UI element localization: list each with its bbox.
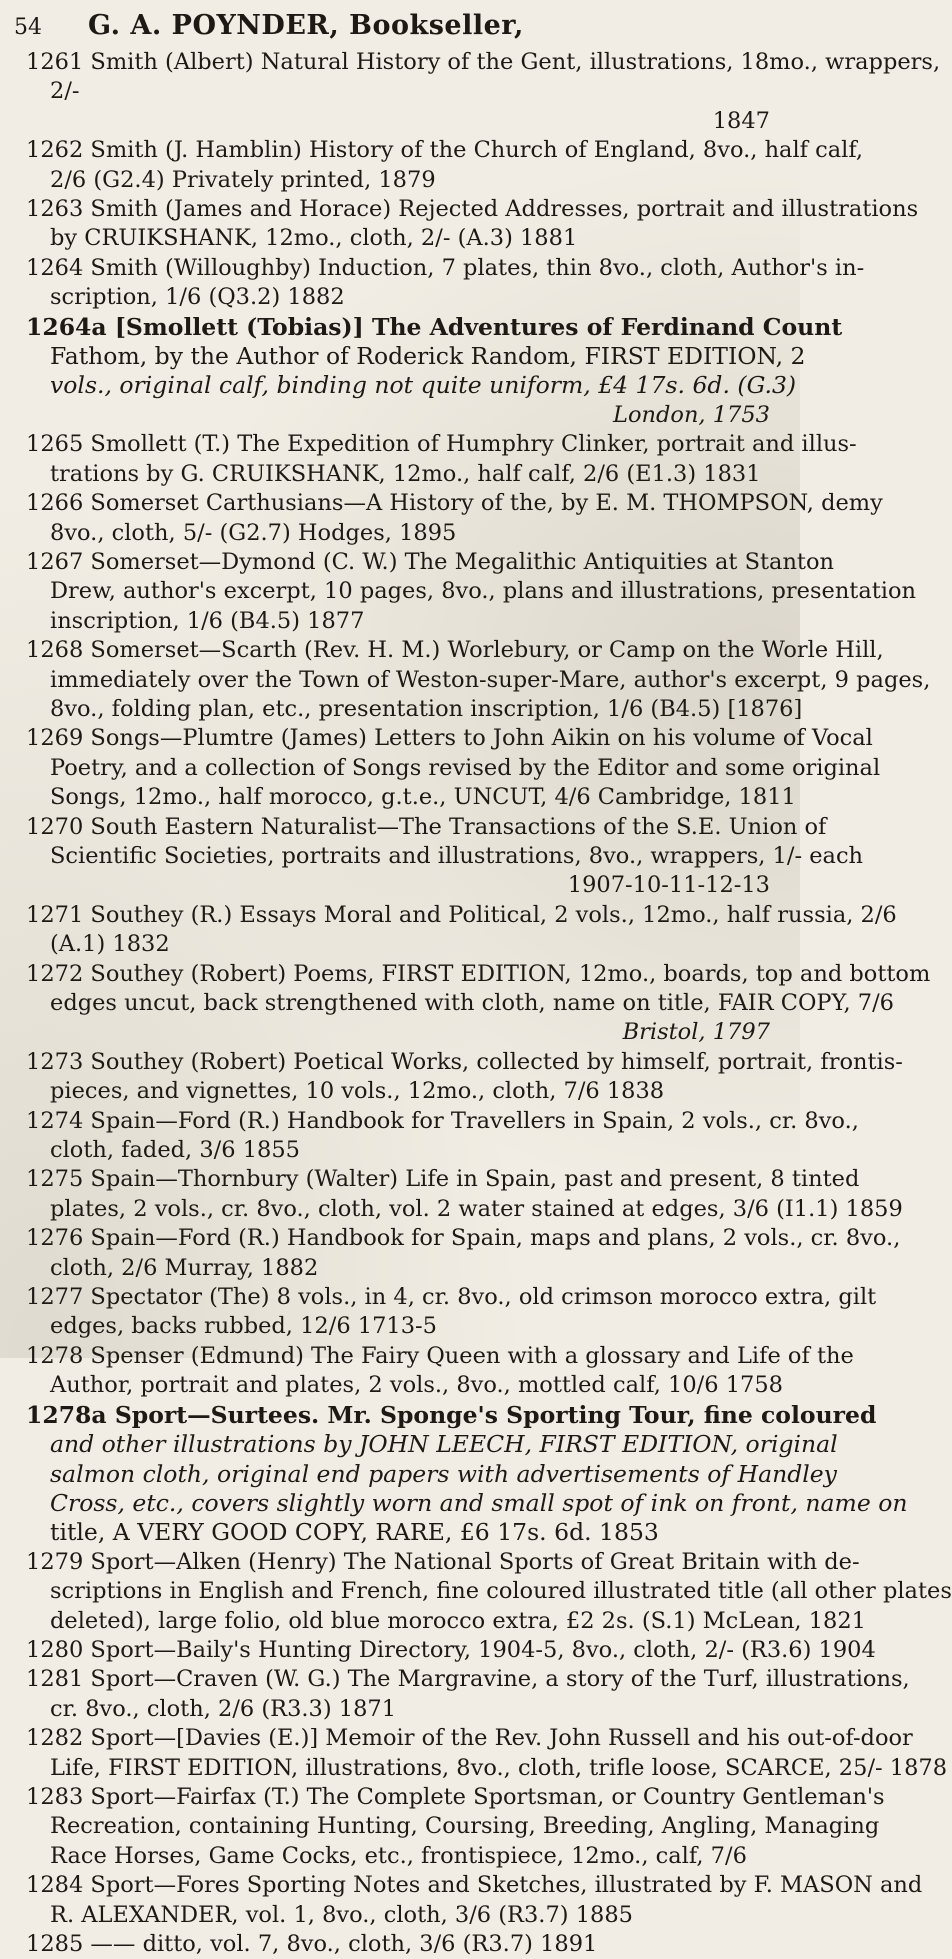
entry-1278a (14, 1400, 908, 1548)
entry-line: trations by G. CRUIKSHANK, 12mo., half calf, 2/6 (E1.3) 1831 (50, 460, 761, 487)
entry-1262 (14, 136, 864, 195)
entry-1283 (14, 1783, 885, 1871)
entry-1282 (14, 1724, 948, 1783)
entry-line: title, A VERY GOOD COPY, RARE, £6 17s. 6d. 1853 (50, 1518, 659, 1547)
entry-1276 (14, 1224, 901, 1283)
entry-line: scriptions in English and French, fine coloured illustrated title (all other plates (50, 1578, 952, 1605)
entry-line: Author, portrait and plates, 2 vols., 8vo., mottled calf, 10/6 1758 (50, 1372, 783, 1399)
entry-1274 (14, 1107, 859, 1166)
entry-line: 1262 Smith (J. Hamblin) History of the Church of England, 8vo., half calf, (26, 137, 864, 164)
entry-line: R. ALEXANDER, vol. 1, 8vo., cloth, 3/6 (R3.7) 1885 (50, 1901, 633, 1928)
entry-line: Drew, author's excerpt, 10 pages, 8vo., plans and illustrations, presentation (50, 578, 917, 605)
entry-line: 1284 Sport—Fores Sporting Notes and Sketches, illustrated by F. MASON and (26, 1872, 923, 1899)
entry-line: Scientific Societies, portraits and illustrations, 8vo., wrappers, 1/- each (50, 842, 864, 869)
entry-line: 1274 Spain—Ford (R.) Handbook for Travellers in Spain, 2 vols., cr. 8vo., (26, 1107, 859, 1134)
entry-line: 1270 South Eastern Naturalist—The Transactions of the S.E. Union of (26, 813, 827, 840)
entry-line: 1261 Smith (Albert) Natural History of the Gent, illustrations, 18mo., wrappers, (26, 49, 941, 75)
entry-line: 2/6 (G2.4) Privately printed, 1879 (50, 166, 436, 193)
entry-line: 1267 Somerset—Dymond (C. W.) The Megalithic Antiquities at Stanton (26, 548, 835, 575)
page-number: 54 (14, 15, 42, 40)
entry-1285 (14, 1930, 778, 1959)
entry-line: 1275 Spain—Thornbury (Walter) Life in Spain, past and present, 8 tinted (26, 1166, 860, 1193)
entry-1269 (14, 724, 881, 812)
entry-1265 (14, 430, 857, 489)
entry-line: 1283 Sport—Fairfax (T.) The Complete Sportsman, or Country Gentleman's (26, 1783, 885, 1810)
entry-line: salmon cloth, original end papers with advertisements of Handley (50, 1459, 837, 1488)
entry-line: 1272 Southey (Robert) Poems, FIRST EDITION, 12mo., boards, top and bottom (26, 960, 931, 987)
entry-line: pieces, and vignettes, 10 vols., 12mo., cloth, 7/6 1838 (50, 1078, 665, 1105)
entry-line: 8vo., folding plan, etc., presentation inscription, 1/6 (B4.5) [1876] (50, 695, 803, 722)
entry-line: 1273 Southey (Robert) Poetical Works, collected by himself, portrait, frontis- (26, 1048, 903, 1075)
entry-1280 (14, 1636, 876, 1665)
entry-1266 (14, 489, 883, 548)
entry-1268 (14, 636, 931, 724)
entry-1263 (14, 195, 919, 254)
entry-1279 (14, 1548, 952, 1636)
catalogue-entries (14, 48, 952, 1959)
entry-line: 1264a [Smollett (Tobias)] The Adventures of Ferdinand Count (26, 312, 843, 341)
running-head: G. A. POYNDER, Bookseller, (88, 10, 524, 41)
entry-line: 1264 Smith (Willoughby) Induction, 7 plates, thin 8vo., cloth, Author's in- (26, 254, 865, 281)
entry-1264 (14, 254, 865, 313)
entry-1264a (14, 312, 843, 431)
entry-line: 1276 Spain—Ford (R.) Handbook for Spain, maps and plans, 2 vols., cr. 8vo., (26, 1225, 901, 1252)
entry-line: 1285 —— ditto, vol. 7, 8vo., cloth, 3/6 (R3.7) 1891 (26, 1931, 598, 1957)
page-header (14, 6, 778, 46)
entry-1270 (14, 813, 864, 901)
entry-line: Life, FIRST EDITION, illustrations, 8vo., cloth, trifle loose, SCARCE, 25/- 1878 (50, 1754, 948, 1781)
entry-line: Poetry, and a collection of Songs revised by the Editor and some original (50, 754, 881, 781)
entry-line: edges, backs rubbed, 12/6 1713-5 (50, 1313, 437, 1340)
entry-line: and other illustrations by JOHN LEECH, FIRST EDITION, original (50, 1430, 838, 1459)
entry-line: cloth, 2/6 Murray, 1882 (50, 1254, 319, 1281)
entry-imprint: Bristol, 1797 (622, 1019, 770, 1046)
entry-1275 (14, 1165, 903, 1224)
entry-line: 1269 Songs—Plumtre (James) Letters to John Aikin on his volume of Vocal (26, 725, 873, 752)
entry-line: 1278a Sport—Surtees. Mr. Sponge's Sporting Tour, fine coloured (26, 1400, 877, 1429)
entry-line: 1271 Southey (R.) Essays Moral and Political, 2 vols., 12mo., half russia, 2/6 (26, 901, 897, 928)
entry-line: 1266 Somerset Carthusians—A History of the, by E. M. THOMPSON, demy (26, 490, 883, 517)
entry-1272 (14, 960, 931, 1048)
entry-line: 1282 Sport—[Davies (E.)] Memoir of the Rev. John Russell and his out-of-door (26, 1725, 913, 1752)
entry-1277 (14, 1283, 877, 1342)
entry-line: 8vo., cloth, 5/- (G2.7) Hodges, 1895 (50, 519, 457, 546)
entry-1261 (14, 48, 941, 136)
entry-1271 (14, 901, 897, 960)
entry-line: by CRUIKSHANK, 12mo., cloth, 2/- (A.3) 1881 (50, 225, 578, 252)
entry-line: 1268 Somerset—Scarth (Rev. H. M.) Worlebury, or Camp on the Worle Hill, (26, 637, 884, 664)
entry-1281 (14, 1665, 910, 1724)
entry-imprint: London, 1753 (613, 401, 770, 428)
entry-line: 1277 Spectator (The) 8 vols., in 4, cr. 8vo., old crimson morocco extra, gilt (26, 1284, 877, 1311)
entry-line: edges uncut, back strengthened with cloth, name on title, FAIR COPY, 7/6 (50, 990, 894, 1016)
entry-line: cloth, faded, 3/6 1855 (50, 1137, 300, 1164)
entry-line: scription, 1/6 (Q3.2) 1882 (50, 284, 345, 311)
entry-line: 1281 Sport—Craven (W. G.) The Margravine, a story of the Turf, illustrations, (26, 1666, 910, 1693)
entry-line: Cross, etc., covers slightly worn and small spot of ink on front, name on (50, 1488, 908, 1517)
entry-line: 1265 Smollett (T.) The Expedition of Humphry Clinker, portrait and illus- (26, 431, 857, 458)
entry-1267 (14, 548, 917, 636)
entry-line: 1280 Sport—Baily's Hunting Directory, 1904-5, 8vo., cloth, 2/- (R3.6) 1904 (26, 1636, 876, 1663)
entry-line: inscription, 1/6 (B4.5) 1877 (50, 607, 365, 634)
entry-line: plates, 2 vols., cr. 8vo., cloth, vol. 2 water stained at edges, 3/6 (I1.1) 1859 (50, 1195, 903, 1222)
entry-1273 (14, 1048, 903, 1107)
entry-line: Songs, 12mo., half morocco, g.t.e., UNCUT, 4/6 Cambridge, 1811 (50, 784, 796, 811)
entry-line: cr. 8vo., cloth, 2/6 (R3.3) 1871 (50, 1695, 397, 1722)
entry-line: immediately over the Town of Weston-super-Mare, author's excerpt, 9 pages, (50, 666, 931, 693)
entry-line: Fathom, by the Author of Roderick Random, FIRST EDITION, 2 (50, 342, 806, 371)
entry-line: Race Horses, Game Cocks, etc., frontispiece, 12mo., calf, 7/6 (50, 1842, 747, 1869)
entry-line: Recreation, containing Hunting, Coursing, Breeding, Angling, Managing (50, 1813, 880, 1840)
entry-line: 1278 Spenser (Edmund) The Fairy Queen with a glossary and Life of the (26, 1342, 854, 1369)
entry-1284 (14, 1871, 923, 1930)
entry-line: 2/- (50, 78, 80, 105)
entry-1278 (14, 1342, 854, 1401)
entry-imprint: 1847 (712, 107, 770, 134)
entry-line: 1279 Sport—Alken (Henry) The National Sports of Great Britain with de- (26, 1548, 860, 1575)
entry-line: 1263 Smith (James and Horace) Rejected Addresses, portrait and illustrations (26, 196, 919, 223)
entry-line: deleted), large folio, old blue morocco extra, £2 2s. (S.1) McLean, 1821 (50, 1607, 866, 1634)
entry-line: vols., original calf, binding not quite uniform, £4 17s. 6d. (G.3) (50, 371, 797, 400)
entry-line: (A.1) 1832 (50, 931, 170, 958)
entry-imprint: 1907-10-11-12-13 (567, 872, 770, 899)
